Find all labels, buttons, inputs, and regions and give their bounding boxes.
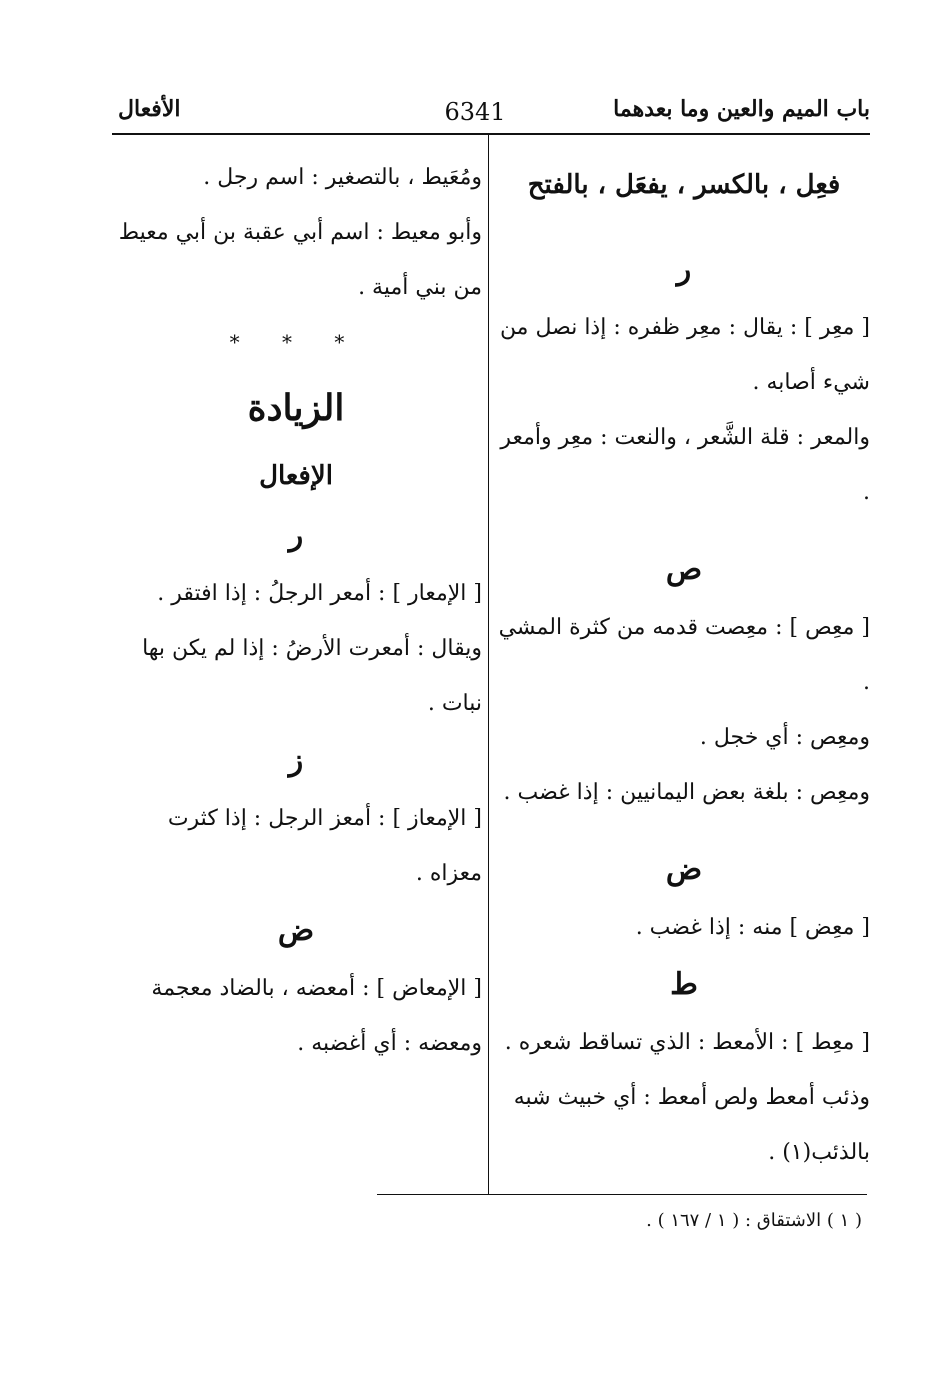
entry-text: [ معِض ] منه : إذا غضب . [635, 915, 870, 940]
letter-heading-ra: ر [288, 518, 304, 553]
entry-text: والمعر : قلة الشَّعر ، والنعت : معِر وأمعر . [500, 425, 870, 505]
section-title: الزيادة [247, 387, 345, 429]
letter-heading-ra: ر [676, 252, 692, 287]
entry-text: [ الإمعاز ] : أمعز الرجل : إذا كثرت معزاه . [167, 806, 482, 886]
right-column [498, 150, 870, 1180]
letter-heading-ta: ط [670, 967, 698, 1002]
entry-text: ومعِص : أي خجل . [699, 725, 870, 750]
page-number: 6341 [444, 98, 506, 126]
letter-heading-dad: ض [665, 852, 703, 887]
entry-text: [ الإمعار ] : أمعر الرجلُ : إذا افتقر . [157, 581, 482, 606]
footnote-rule [377, 1194, 867, 1195]
running-header-section: الأفعال [118, 96, 181, 122]
letter-heading-zay: ز [288, 743, 304, 778]
header-rule [112, 133, 870, 135]
entry-text: ومعِص : بلغة بعض اليمانيين : إذا غضب . [503, 780, 870, 805]
entry-text: ومُعَيط ، بالتصغير : اسم رجل . [203, 165, 482, 190]
entry-text: وأبو معيط : اسم أبي عقبة بن أبي معيط من بني أمية . [118, 220, 482, 300]
entry-text: [ الإمعاض ] : أمعضه ، بالضاد معجمة ومعضه : أي أغضبه . [151, 976, 482, 1056]
subsection-title: الإفعال [259, 461, 333, 491]
left-column [110, 150, 482, 1071]
entry-text: ويقال : أمعرت الأرضُ : إذا لم يكن بها نبات . [142, 636, 482, 716]
column-title: فعِل ، بالكسر ، يفعَل ، بالفتح [527, 170, 841, 200]
footnote: ( ١ ) الاشتقاق : ( ١ / ١٦٧ ) . [646, 1210, 862, 1231]
running-header-chapter: باب الميم والعين وما بعدهما [613, 96, 870, 122]
letter-heading-dad: ض [277, 913, 315, 948]
entry-text: [ معِص ] : معِصت قدمه من كثرة المشي . [498, 615, 870, 695]
section-separator: * * * [229, 330, 363, 354]
entry-text: وذئب أمعط ولص أمعط : أي خبيث شبه بالذئب(١) . [513, 1085, 870, 1165]
entry-text: [ معِر ] : يقال : معِر ظفره : إذا نصل من شيء أصابه . [499, 315, 870, 395]
entry-text: [ معِط ] : الأمعط : الذي تساقط شعره . [504, 1030, 870, 1055]
column-divider [488, 135, 489, 1195]
letter-heading-sad: ص [665, 552, 703, 587]
